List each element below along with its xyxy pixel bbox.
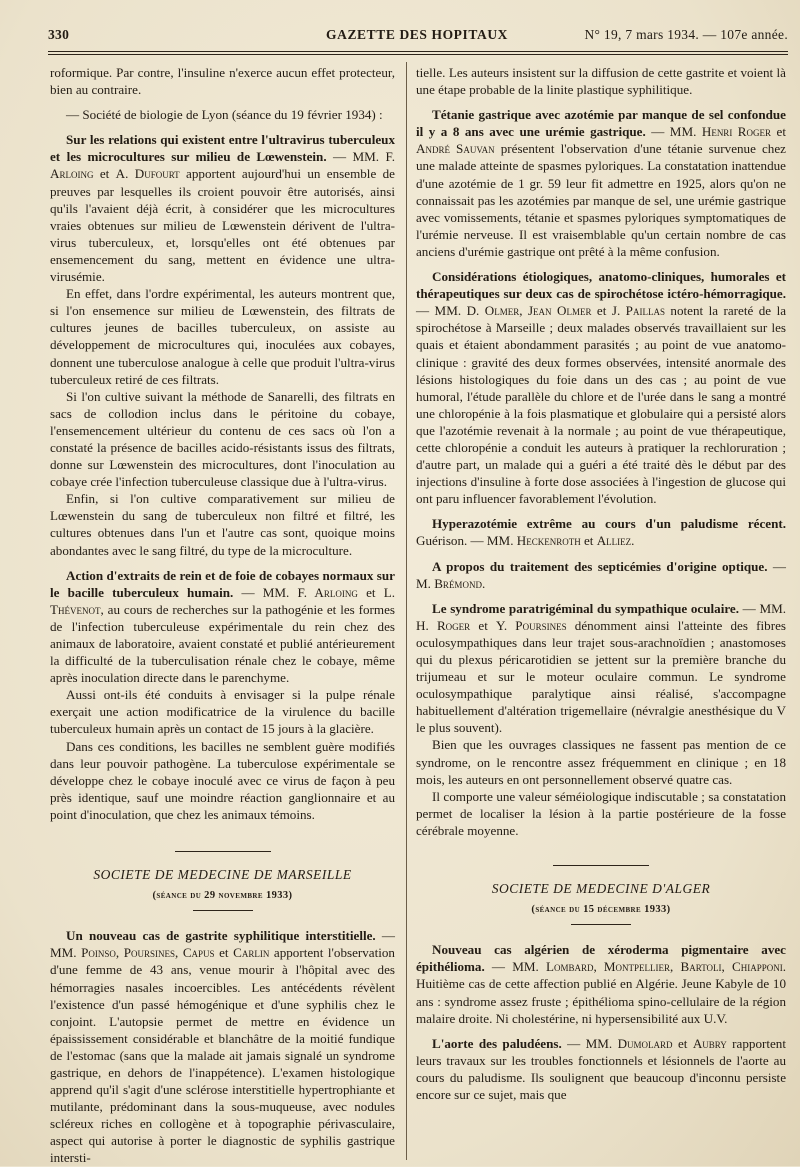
journal-title: GAZETTE DES HOPITAUX	[326, 27, 509, 42]
article-body: apportent aujourd'hui un ensemble de preuves par lesquelles ils croient pouvoir être autorisés, ainsi qu'ils l'avaient déjà écrit, à considérer que les microcultures vraies obtenues sur milieu de Lœwenstein dérivent de l'ultra-virus tuberculeux, et, lorsqu'elles ont été obtenues par ensemencement du sang, mettent en évidence une ultra-virusémie.	[50, 166, 395, 285]
author-name: L. Thévenot	[50, 584, 395, 617]
header-rule-thin	[48, 54, 788, 55]
text: .	[481, 575, 486, 591]
header-rule	[48, 51, 788, 52]
article-body: apportent l'observation d'une femme de 43 ans, venue mourir à l'hôpital avec des hémorragies nasales incoercibles. Les antécédents révèlent l'existence d'un passé hémogénique et d'une syphilis chez le conjoint. L'autopsie permet de mettre en évidence un épaississement considérable et blanchâtre de la moitié fundique de l'estomac (sans que la malade ait jamais signalé un syndrome gastrique, en dehors de l'inappétence). L'examen histologique apprend qu'il s'agit d'une sclérose interstitielle hypertrophiante et mutilante, prédominant dans la sous-muqueuse, avec nodules scléreux riches en collogène et à topographie périvasculaire, aspect qui autorise à porter le diagnostic de syphilis gastrique intersti-	[50, 945, 395, 1166]
paragraph: Bien que les ouvrages classiques ne fassent pas mention de ce syndrome, on le rencontre assez fréquemment en clinique ; en 18 mois, les auteurs en ont personnellement observé quatre cas.	[416, 737, 786, 787]
text: — MM.	[233, 584, 298, 600]
text: — MM.	[416, 303, 467, 319]
article-title: L'aorte des paludéens.	[432, 1035, 562, 1051]
section-rule	[571, 924, 631, 925]
article-body: — M.	[416, 558, 786, 591]
text: et	[771, 124, 786, 140]
issue-info: N° 19, 7 mars 1934. — 107e année.	[584, 27, 788, 42]
text: — MM.	[645, 124, 702, 140]
article-title: Hyperazotémie extrême au cours d'un paludisme récent.	[432, 516, 786, 532]
text: et	[672, 1035, 693, 1051]
text: — MM.	[561, 1035, 618, 1051]
article-paragraph	[416, 941, 786, 1026]
left-column	[50, 64, 395, 1167]
article-title: A propos du traitement des septicémies d'origine optique.	[432, 558, 768, 574]
article-paragraph	[50, 131, 395, 285]
article-paragraph	[50, 927, 395, 1166]
text: — MM.	[484, 959, 546, 975]
text: et	[580, 533, 597, 549]
author-name: André Sauvan	[416, 141, 495, 157]
page-number: 330	[48, 27, 70, 42]
article-title: Tétanie gastrique avec azotémie par manque de sel confondue il y a 8 ans avec une urémie gastrique.	[416, 107, 786, 140]
author-name: Dumolard	[617, 1035, 673, 1051]
author-name: D. Olmer, Jean Olmer	[466, 303, 592, 319]
section-rule	[175, 851, 271, 852]
author-name: Henri Roger	[701, 124, 772, 140]
author-name: Poinso, Poursines, Capus	[81, 945, 215, 961]
article-body: présentent l'observation d'une tétanie survenue chez une malade atteinte de spasmes pyloriques. La constatation inattendue d'une azotémie de 1 gr. 59 leur fit admettre en 1925, alors qu'on ne connaissait pas les azotémies par manque de sel, une urémie gastrique avec vomissements, tétanie et spasmes pyloriques symptomatiques de l'urémie nerveuse. Il est vraisemblable qu'un certain nombre de cas anciens d'urémie gastrique ont prêté à la même confusion.	[416, 141, 786, 259]
article-body: . Huitième cas de cette affection publié en Algérie. Jeune Kabyle de 10 ans : syndrome assez fruste ; épithélioma spino-cellulaire de la région malaire droite. Ni cholestérine, ni hypersensibilité aux U.V.	[416, 959, 786, 1026]
article-body: Guérison. — MM.	[416, 533, 517, 549]
author-name: Lombard, Montpellier, Bartoli, Chiapponi	[545, 959, 783, 975]
text: .	[631, 533, 635, 549]
article-paragraph	[416, 600, 786, 737]
article-body: rapportent leurs travaux sur les troubles fonctionnels et lésionnels de l'aorte au cours du paludisme. Ils soulignent que beaucoup d'inconnu persiste encore sur ce sujet, mais que	[416, 1035, 786, 1102]
author-name: Carlin	[233, 945, 270, 961]
article-paragraph	[416, 1035, 786, 1103]
text: et	[93, 166, 116, 182]
article-paragraph	[416, 268, 786, 507]
author-name: Y. Poursines	[496, 617, 567, 633]
section-rule	[193, 910, 253, 911]
text: et	[470, 617, 497, 633]
article-paragraph	[416, 106, 786, 260]
author-name: J. Paillas	[611, 303, 665, 319]
article-body: dénomment ainsi l'atteinte des fibres oculosympathiques dans leur trajet sous-arachnoïdien ; anastomoses qui du plexus péricarotidien se jettent sur la première branche du trijumeau et sur le moteur oculaire commun. Le syndrome oculosympathique paralytique ainsi réalisé, s'accompagne habituellement d'altération trigemellaire (névralgie anesthésique du V le plus souvent).	[416, 617, 786, 736]
paragraph: Aussi ont-ils été conduits à envisager si la pulpe rénale exerçait une action modificatrice de la virulence du bacille tuberculeux humain après un contact de 15 jours à la glacière.	[50, 687, 395, 737]
right-column	[416, 64, 786, 1103]
author-name: H. Roger	[416, 617, 471, 633]
article-title: Nouveau cas algérien de xéroderma pigmentaire avec épithélioma.	[416, 942, 786, 975]
author-name: Alliez	[596, 533, 632, 549]
author-name: F. Arloing	[50, 149, 395, 182]
author-name: A. Dufourt	[115, 166, 180, 182]
author-name: Heckenroth	[516, 533, 581, 549]
article-title: Action d'extraits de rein et de foie de cobayes normaux sur le bacille tuberculeux humain.	[50, 567, 395, 600]
column-divider	[406, 62, 407, 1160]
article-title: Le syndrome paratrigéminal du sympathique oculaire.	[432, 600, 740, 616]
text: et	[214, 945, 234, 961]
text: et	[357, 584, 384, 600]
article-paragraph	[50, 567, 395, 687]
author-name: Aubry	[692, 1035, 727, 1051]
paragraph: En effet, dans l'ordre expérimental, les auteurs montrent que, si l'on ensemence sur milieu de Lœwenstein, des filtrats de cultures jeunes de bacilles tuberculeux, on assiste au développement de microcultures qui, inoculées aux cobayes, donnent une tuberculose analogue à celle que produit l'ultra-virus tuberculeux retiré de ces filtrats.	[50, 286, 395, 387]
session-date: (séance du 29 novembre 1933)	[152, 890, 293, 902]
society-name: SOCIETE DE MEDECINE D'ALGER	[491, 881, 711, 897]
paragraph: roformique. Par contre, l'insuline n'exerce aucun effet protecteur, bien au contraire.	[50, 65, 395, 98]
author-name: F. Arloing	[297, 584, 358, 600]
society-block	[50, 866, 395, 904]
paragraph: tielle. Les auteurs insistent sur la diffusion de cette gastrite et voient là une étape probable de la linite plastique syphilitique.	[416, 65, 786, 98]
paragraph: Il comporte une valeur séméiologique indiscutable ; sa constatation permet de localiser la lésion à la partie postérieure de la fosse cérébrale moyenne.	[416, 788, 786, 838]
section-rule	[553, 865, 649, 866]
article-title: Sur les relations qui existent entre l'ultravirus tuberculeux et les microcultures sur milieu de Lœwenstein.	[50, 132, 395, 165]
spacer	[416, 839, 786, 865]
article-paragraph	[416, 558, 786, 592]
article-title: Considérations étiologiques, anatomo-cliniques, humorales et thérapeutiques sur deux cas de spirochétose ictéro-hémorragique.	[416, 269, 786, 302]
text: et	[591, 303, 612, 319]
text: — MM.	[326, 149, 386, 165]
author-name: Brémond	[434, 575, 482, 591]
paragraph: Dans ces conditions, les bacilles ne semblent guère modifiés dans leur pouvoir pathogène. La tuberculose expérimentale se développe chez le cobaye inoculé avec ce virus de façon à peu près identique, sauf une moindre réaction ganglionnaire et au point d'inoculation, que chez les animaux témoins.	[50, 738, 395, 822]
article-title: Un nouveau cas de gastrite syphilitique interstitielle.	[66, 928, 376, 944]
society-block	[416, 880, 786, 918]
article-paragraph	[416, 515, 786, 549]
society-name: SOCIETE DE MEDECINE DE MARSEILLE	[93, 867, 352, 883]
text: — MM.	[50, 928, 395, 961]
paragraph: Si l'on cultive suivant la méthode de Sanarelli, des filtrats en sacs de collodion inclus dans le péritoine du cobaye, l'ensemencement ultérieur du contenu de ces sacs où l'on a constaté la présence de bacilles acido-résistants issus des filtrats, donne sur Lœwenstein des microcultures, dont l'inoculation au cobaye crée l'infection tuberculeuse classique due à l'ultra-virus.	[50, 388, 395, 490]
spacer	[50, 823, 395, 851]
page-header	[48, 27, 788, 47]
article-body: notent la rareté de la spirochétose à Marseille ; deux malades observés travaillaient sur les quais et étaient abondamment parasités ; au point de vue anatomo-clinique : gravité des deux formes observées, intensité anormale des lésions histologiques du foie dans un des cas ; au point de vue humoral, l'étude parallèle du chlore et de l'urée dans le sang a montré une chloropénie à la fois plasmatique et globulaire qui a persisté alors que l'azotémie revenait à la normale ; au point de vue thérapeutique, cette chloropénie a conduit les auteurs à pratiquer la rechloruration ; d'autre part, un malade qui a guéri a été traité dès le début par des injections d'insuline à forte dose associées à l'ingestion de glucose qui ont paru influencer favorablement l'évolution.	[416, 303, 787, 507]
text: — MM.	[739, 600, 786, 616]
article-body: , au cours de recherches sur la pathogénie et les formes de l'infection tuberculeuse expérimentale du rein chez des animaux de laboratoire, avaient constaté et publié antérieurement la difficulté de la tuberculisation rénale chez le cobaye, même après inoculation directe dans le parenchyme.	[50, 601, 395, 686]
session-date: (séance du 15 décembre 1933)	[531, 904, 671, 916]
society-heading: — Société de biologie de Lyon (séance du 19 février 1934) :	[66, 107, 383, 123]
paragraph: Enfin, si l'on cultive comparativement sur milieu de Lœwenstein du sang de tuberculeux non filtré et filtré, les cultures obtenues dans l'un et l'autre cas sont, quoique moins abondantes avec le sang filtré, du type de la microculture.	[50, 491, 395, 558]
